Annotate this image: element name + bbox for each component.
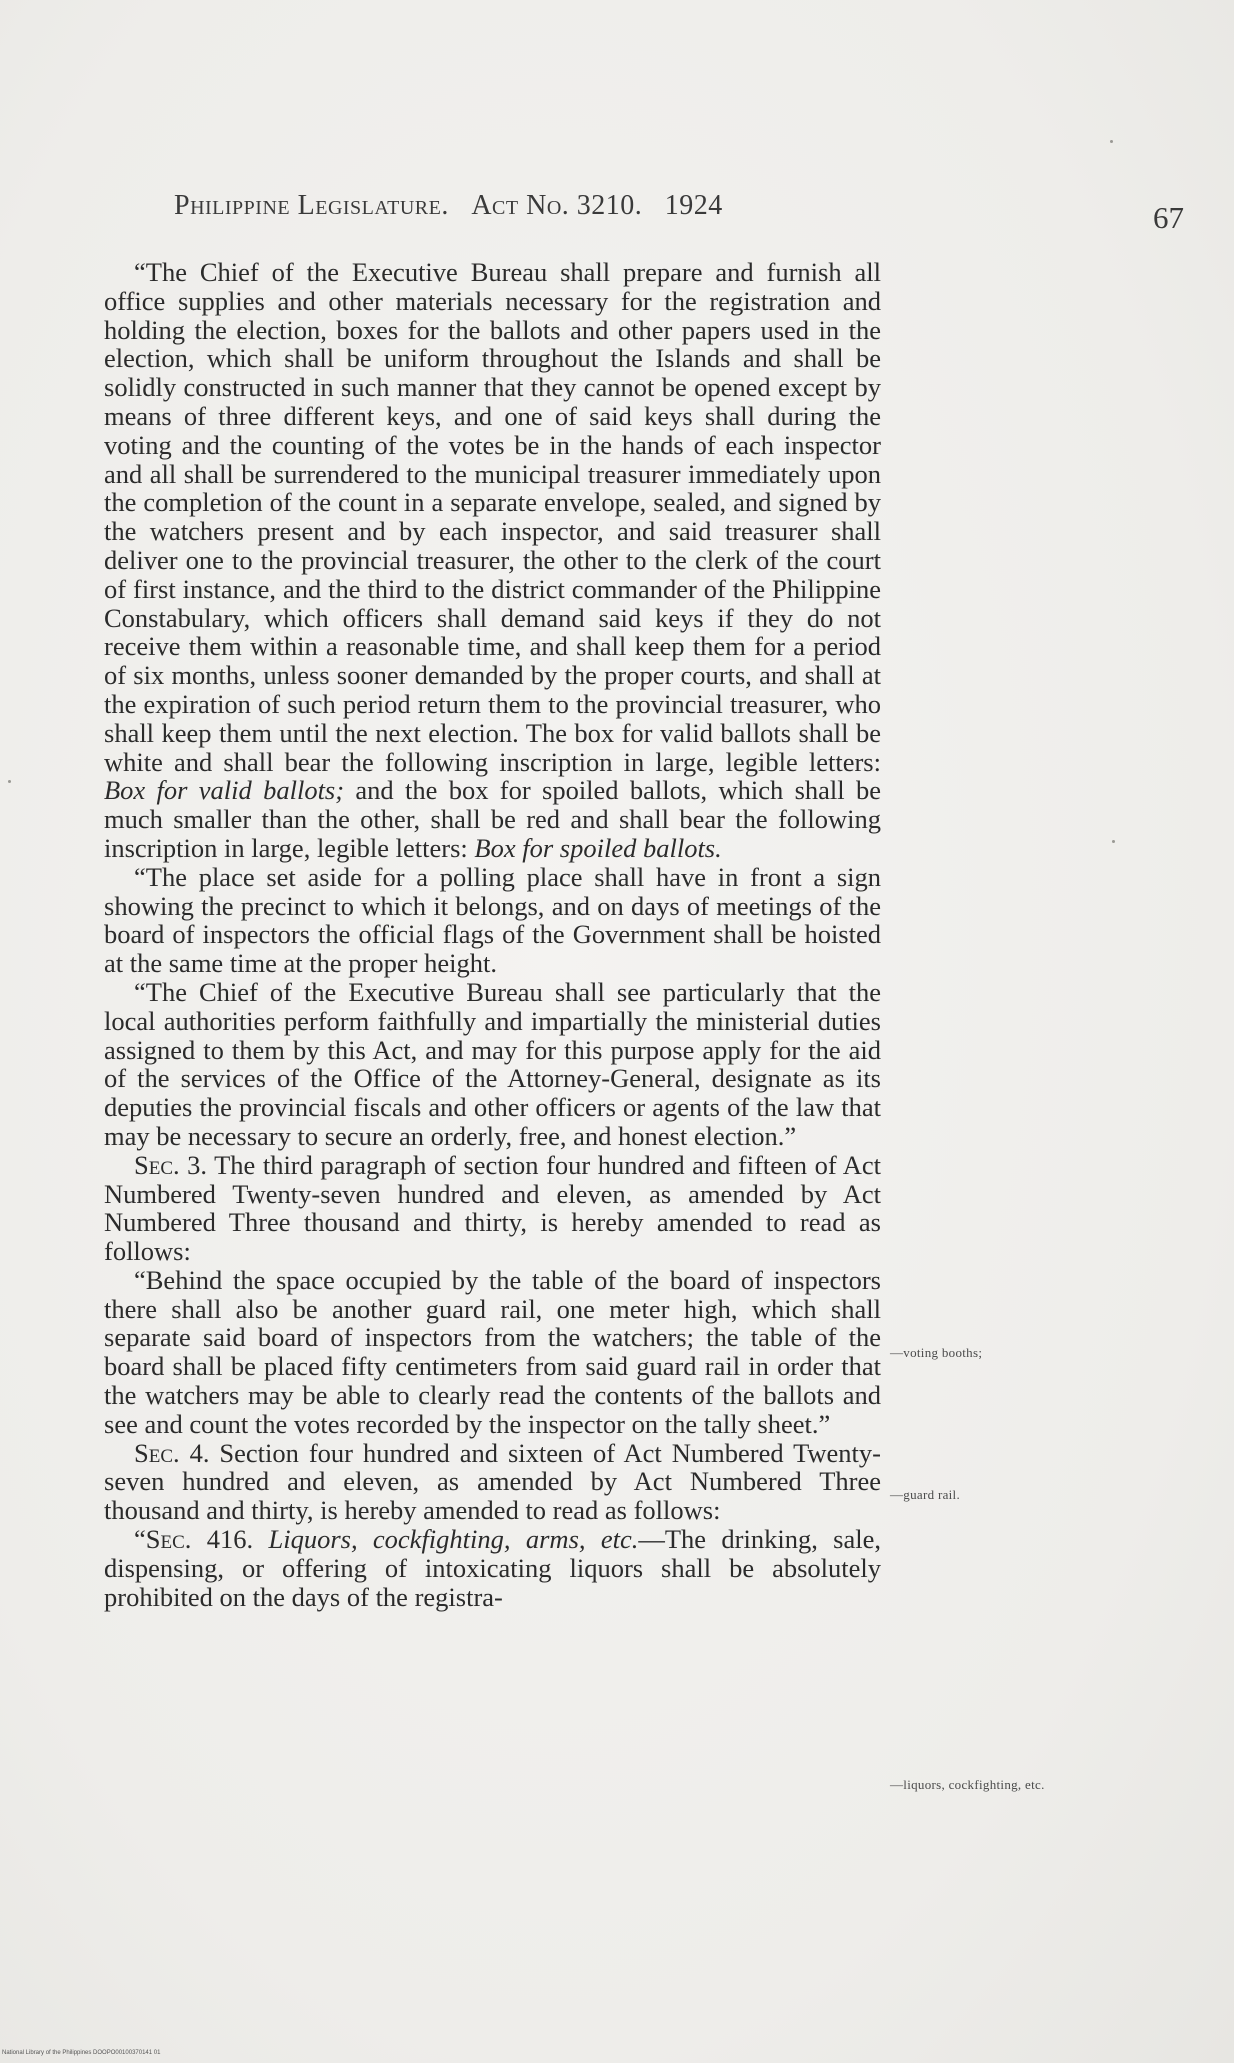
paragraph: “The Chief of the Executive Bureau shall see particularly that the local authorities perform faithfully and impartially the ministerial duties assigned to them by this Act, and may for this purpose apply for the aid of the services of the Office of the Attorney-General, designate as its deputies the provincial fiscals and other officers or agents of the law that may be necessary to secure an orderly, free, and honest election.” bbox=[104, 976, 881, 1151]
section-title: Liquors, cockfighting, arms, etc. bbox=[268, 1524, 639, 1555]
page-number: 67 bbox=[1153, 200, 1184, 235]
section-label: Sec. 3. bbox=[134, 1149, 208, 1180]
header-title: Philippine Legislature. bbox=[174, 190, 449, 221]
header-act: Act No. 3210. bbox=[471, 190, 643, 221]
paragraph-text: “The Chief of the Executive Bureau shall prepare and furnish all office supplies and other materials necessary for the registration and holding the election, boxes for the ballots and other papers used in the election, which shall be uniform throughout the Islands and shall be solidly constructed in such manner that they cannot be opened except by means of three different keys, and one of said keys shall during the voting and the counting of the votes be in the hands of each inspector and all shall be surrendered to the municipal treasurer immediately upon the completion of the count in a separate envelope, sealed, and signed by the watchers present and by each inspector, and said treasurer shall deliver one to the provincial treasurer, the other to the clerk of the court of first instance, and the third to the district commander of the Philippine Constabulary, which officers shall demand said keys if they do not receive them within a reasonable time, and shall keep them for a period of six months, unless sooner demanded by the proper courts, and shall at the expiration of such period return them to the provincial treasurer, who shall keep them until the next election. The box for valid ballots shall be white and shall bear the following inscription in large, legible letters: bbox=[104, 257, 881, 777]
paragraph-text: —The drinking, sale, dispensing, or offering of intoxicating liquors shall be absolutely prohibited on the days of the registra- bbox=[104, 1524, 881, 1612]
paragraph bbox=[104, 1525, 881, 1611]
paragraph bbox=[104, 1439, 881, 1525]
italic-inscription: Box for spoiled ballots. bbox=[474, 832, 722, 863]
marginal-note: —guard rail. bbox=[890, 1487, 961, 1502]
paragraph bbox=[104, 1151, 881, 1266]
italic-inscription: Box for valid ballots; bbox=[104, 775, 345, 806]
paragraph: “The place set aside for a polling place shall have in front a sign showing the precinct to which it belongs, and on days of meetings of the board of inspectors the official flags of the Government shall be hoisted at the same time at the proper height. bbox=[104, 861, 881, 979]
scan-footer: National Library of the Philippines DOOPO00100370141 01 bbox=[2, 2050, 161, 2056]
paper-speck bbox=[1110, 140, 1113, 143]
paragraph-text: The third paragraph of section four hundred and fifteen of Act Numbered Twenty-seven hundred and eleven, as amended by Act Numbered Three thousand and thirty, is hereby amended to read as follows: bbox=[104, 1149, 881, 1267]
paragraph bbox=[104, 258, 881, 863]
paragraph-text: and the box for spoiled ballots, which shall be much smaller than the other, shall be red and shall bear the following inscription in large, legible letters: bbox=[104, 775, 881, 863]
running-head bbox=[174, 190, 834, 222]
header-year: 1924 bbox=[664, 190, 723, 221]
paper-speck bbox=[1112, 840, 1115, 843]
section-label: “Sec. 416. bbox=[134, 1524, 254, 1555]
marginal-note: —liquors, cockfighting, etc. bbox=[890, 1777, 1045, 1792]
body-text bbox=[104, 258, 881, 1611]
paragraph: “Behind the space occupied by the table of the board of inspectors there shall also be another guard rail, one meter high, which shall separate said board of inspectors from the watchers; the table of the board shall be placed fifty centimeters from said guard rail in order that the watchers may be able to clearly read the contents of the ballots and see and count the votes recorded by the inspector on the tally sheet.” bbox=[104, 1264, 881, 1439]
paper-speck bbox=[8, 780, 11, 783]
paragraph-text: Section four hundred and sixteen of Act Numbered Twenty-seven hundred and eleven, as amended by Act Numbered Three thousand and thirty, is hereby amended to read as follows: bbox=[104, 1437, 881, 1526]
section-label: Sec. 4. bbox=[134, 1437, 210, 1468]
marginal-note: —voting booths; bbox=[890, 1345, 983, 1360]
